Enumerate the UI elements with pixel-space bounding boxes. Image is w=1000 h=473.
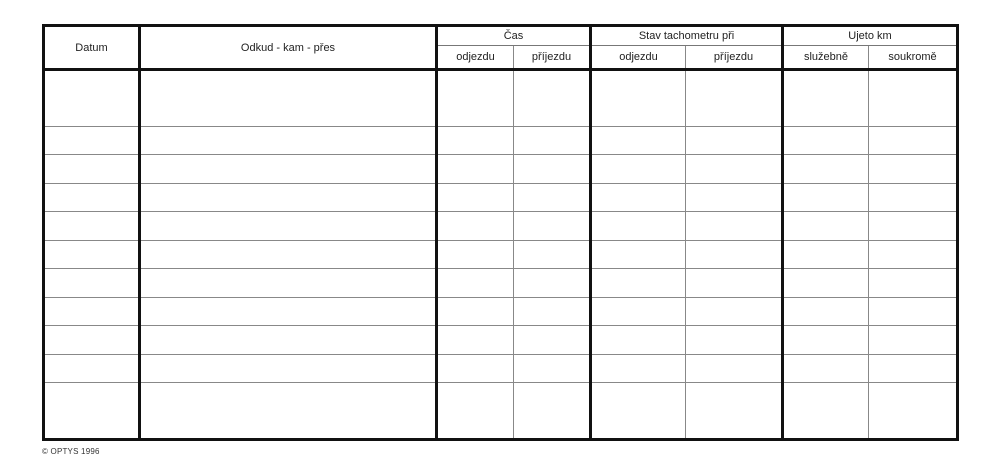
cell-km-private[interactable] (869, 155, 958, 183)
table-row (44, 383, 958, 440)
cell-time-arrival[interactable] (514, 383, 591, 440)
cell-odometer-arrival[interactable] (686, 212, 783, 240)
cell-odometer-departure[interactable] (591, 240, 686, 268)
table-row (44, 297, 958, 325)
cell-time-arrival[interactable] (514, 183, 591, 211)
header-datum: Datum (44, 26, 140, 70)
cell-odometer-arrival[interactable] (686, 383, 783, 440)
header-km-private: soukromě (869, 46, 958, 70)
cell-odometer-arrival[interactable] (686, 269, 783, 297)
cell-odometer-departure[interactable] (591, 183, 686, 211)
cell-route[interactable] (140, 212, 437, 240)
cell-odometer-departure[interactable] (591, 383, 686, 440)
cell-odometer-arrival[interactable] (686, 240, 783, 268)
cell-km-business[interactable] (783, 126, 869, 154)
cell-km-private[interactable] (869, 269, 958, 297)
cell-km-private[interactable] (869, 354, 958, 382)
cell-route[interactable] (140, 383, 437, 440)
header-time-departure: odjezdu (437, 46, 514, 70)
cell-km-private[interactable] (869, 70, 958, 127)
header-km-group: Ujeto km (783, 26, 958, 46)
cell-time-departure[interactable] (437, 183, 514, 211)
header-time-group: Čas (437, 26, 591, 46)
cell-datum[interactable] (44, 240, 140, 268)
cell-km-business[interactable] (783, 155, 869, 183)
cell-route[interactable] (140, 126, 437, 154)
cell-time-arrival[interactable] (514, 269, 591, 297)
cell-datum[interactable] (44, 269, 140, 297)
cell-route[interactable] (140, 155, 437, 183)
cell-route[interactable] (140, 183, 437, 211)
table-row (44, 326, 958, 354)
cell-datum[interactable] (44, 326, 140, 354)
cell-odometer-departure[interactable] (591, 297, 686, 325)
cell-route[interactable] (140, 70, 437, 127)
copyright-text: © OPTYS 1996 (42, 447, 100, 456)
cell-km-private[interactable] (869, 183, 958, 211)
travel-log-table (42, 24, 959, 441)
cell-datum[interactable] (44, 155, 140, 183)
cell-time-departure[interactable] (437, 269, 514, 297)
cell-odometer-arrival[interactable] (686, 70, 783, 127)
cell-route[interactable] (140, 269, 437, 297)
cell-odometer-departure[interactable] (591, 354, 686, 382)
cell-datum[interactable] (44, 354, 140, 382)
cell-time-departure[interactable] (437, 212, 514, 240)
table-row (44, 212, 958, 240)
cell-datum[interactable] (44, 183, 140, 211)
cell-datum[interactable] (44, 70, 140, 127)
cell-time-departure[interactable] (437, 354, 514, 382)
header-route: Odkud - kam - přes (140, 26, 437, 70)
cell-route[interactable] (140, 354, 437, 382)
cell-time-departure[interactable] (437, 326, 514, 354)
header-km-business: služebně (783, 46, 869, 70)
cell-datum[interactable] (44, 297, 140, 325)
cell-km-business[interactable] (783, 240, 869, 268)
cell-km-business[interactable] (783, 326, 869, 354)
cell-time-arrival[interactable] (514, 354, 591, 382)
cell-datum[interactable] (44, 212, 140, 240)
cell-odometer-departure[interactable] (591, 155, 686, 183)
cell-time-departure[interactable] (437, 155, 514, 183)
cell-time-departure[interactable] (437, 70, 514, 127)
header-odometer-departure: odjezdu (591, 46, 686, 70)
header-odometer-arrival: příjezdu (686, 46, 783, 70)
cell-time-arrival[interactable] (514, 155, 591, 183)
cell-datum[interactable] (44, 383, 140, 440)
cell-km-business[interactable] (783, 297, 869, 325)
cell-odometer-departure[interactable] (591, 269, 686, 297)
cell-km-business[interactable] (783, 183, 869, 211)
table-row (44, 155, 958, 183)
cell-odometer-departure[interactable] (591, 326, 686, 354)
cell-km-private[interactable] (869, 212, 958, 240)
cell-km-business[interactable] (783, 212, 869, 240)
cell-odometer-departure[interactable] (591, 70, 686, 127)
cell-odometer-arrival[interactable] (686, 326, 783, 354)
cell-time-arrival[interactable] (514, 212, 591, 240)
table-body (44, 70, 958, 440)
cell-time-departure[interactable] (437, 383, 514, 440)
cell-odometer-departure[interactable] (591, 126, 686, 154)
cell-km-private[interactable] (869, 326, 958, 354)
cell-odometer-arrival[interactable] (686, 183, 783, 211)
header-odometer-group: Stav tachometru při (591, 26, 783, 46)
table-row (44, 240, 958, 268)
cell-km-private[interactable] (869, 126, 958, 154)
cell-route[interactable] (140, 240, 437, 268)
cell-odometer-arrival[interactable] (686, 126, 783, 154)
cell-time-departure[interactable] (437, 126, 514, 154)
cell-odometer-departure[interactable] (591, 212, 686, 240)
cell-km-private[interactable] (869, 383, 958, 440)
table-row (44, 269, 958, 297)
table-row (44, 183, 958, 211)
cell-time-arrival[interactable] (514, 326, 591, 354)
cell-km-business[interactable] (783, 70, 869, 127)
table-row (44, 354, 958, 382)
table-row (44, 70, 958, 127)
cell-route[interactable] (140, 297, 437, 325)
cell-odometer-arrival[interactable] (686, 155, 783, 183)
header-time-arrival: příjezdu (514, 46, 591, 70)
cell-time-departure[interactable] (437, 297, 514, 325)
cell-time-arrival[interactable] (514, 70, 591, 127)
cell-km-business[interactable] (783, 354, 869, 382)
cell-km-business[interactable] (783, 269, 869, 297)
cell-time-arrival[interactable] (514, 126, 591, 154)
cell-datum[interactable] (44, 126, 140, 154)
table-row (44, 126, 958, 154)
cell-km-business[interactable] (783, 383, 869, 440)
cell-time-arrival[interactable] (514, 297, 591, 325)
cell-route[interactable] (140, 326, 437, 354)
cell-km-private[interactable] (869, 240, 958, 268)
cell-time-arrival[interactable] (514, 240, 591, 268)
cell-time-departure[interactable] (437, 240, 514, 268)
cell-km-private[interactable] (869, 297, 958, 325)
cell-odometer-arrival[interactable] (686, 354, 783, 382)
cell-odometer-arrival[interactable] (686, 297, 783, 325)
